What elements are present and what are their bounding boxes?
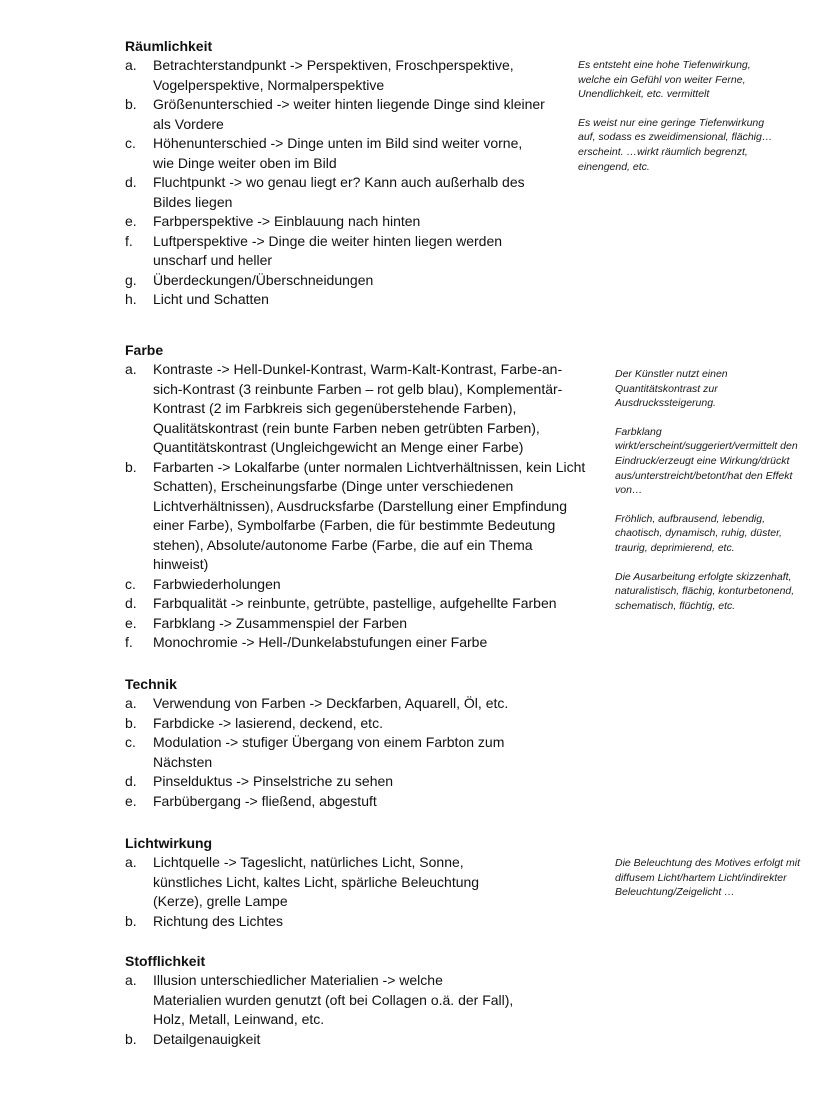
list-item-text: Überdeckungen/Überschneidungen xyxy=(153,271,374,288)
list-marker: d. xyxy=(125,773,137,789)
note-paragraph: Es weist nur eine geringe Tiefenwirkung auf, sodass es zweidimensional, flächig… erscheint. …wirkt räumlich begrenzt, einengend, etc. xyxy=(578,116,773,173)
list-item-text: Detailgenauigkeit xyxy=(153,1030,261,1047)
section-heading: Farbe xyxy=(125,342,164,358)
list-marker: b. xyxy=(125,96,137,112)
section-stofflichkeit xyxy=(125,952,515,1049)
section-heading: Technik xyxy=(125,676,177,692)
list-item-text: Monochromie -> Hell-/Dunkelabstufungen einer Farbe xyxy=(153,634,488,650)
list-marker: d. xyxy=(125,595,137,611)
item-list xyxy=(125,56,545,310)
list-marker: e. xyxy=(125,213,137,229)
list-marker: a. xyxy=(125,972,137,988)
list-marker: b. xyxy=(125,458,137,475)
section-lichtwirkung xyxy=(125,834,505,931)
list-item xyxy=(125,853,505,912)
list-marker: c. xyxy=(125,135,136,151)
list-item xyxy=(125,290,545,310)
list-item xyxy=(125,633,590,653)
list-item xyxy=(125,134,545,173)
list-item-text: Betrachterstandpunkt -> Perspektiven, Froschperspektive, Vogelperspektive, Normalperspektive xyxy=(153,57,514,93)
list-item-text: Licht und Schatten xyxy=(153,291,269,307)
list-item xyxy=(125,714,545,734)
list-item-text: Kontraste -> Hell-Dunkel-Kontrast, Warm-Kalt-Kontrast, Farbe-an-sich-Kontrast (3 reinbunte Farben – rot gelb blau), Komplementär-Kontrast (2 im Farbkreis sich gegenüberstehende Farben), Qualitätskontrast (rein bunte Farben neben getrübten Farben), Quantitätskontrast (Ungleichgewicht an Menge einer Farbe) xyxy=(153,361,563,455)
list-item-text: Farbdicke -> lasierend, deckend, etc. xyxy=(153,714,383,731)
list-item-text: Farbübergang -> fließend, abgestuft xyxy=(153,792,377,809)
list-item xyxy=(125,360,590,458)
section-farbe xyxy=(125,341,590,653)
list-item xyxy=(125,912,505,932)
list-item xyxy=(125,971,515,1030)
note-paragraph: Die Beleuchtung des Motives erfolgt mit diffusem Licht/hartem Licht/indirekter Beleuchtung/Zeigelicht … xyxy=(615,857,801,899)
side-note-farbe xyxy=(615,367,813,627)
list-item xyxy=(125,772,545,792)
list-marker: c. xyxy=(125,575,136,592)
item-list xyxy=(125,360,590,653)
list-item-text: Verwendung von Farben -> Deckfarben, Aquarell, Öl, etc. xyxy=(153,695,509,711)
list-marker: d. xyxy=(125,174,137,190)
item-list xyxy=(125,694,545,811)
list-item xyxy=(125,271,545,291)
note-paragraph: Der Künstler nutzt einen Quantitätskontrast zur Ausdruckssteigerung. xyxy=(615,368,728,410)
list-marker: c. xyxy=(125,734,136,750)
note-paragraph: Es entsteht eine hohe Tiefenwirkung, welche ein Gefühl von weiter Ferne, Unendlichkeit, etc. vermittelt xyxy=(578,59,751,101)
list-item xyxy=(125,232,545,271)
list-item-text: Farbperspektive -> Einblauung nach hinten xyxy=(153,213,421,229)
side-note-lichtwirkung xyxy=(615,856,810,914)
list-item-text: Farbwiederholungen xyxy=(153,575,281,592)
list-marker: e. xyxy=(125,614,137,631)
note-paragraph: Farbklang wirkt/erscheint/suggeriert/vermittelt den Eindruck/erzeugt eine Wirkung/drückt aus/unterstreicht/betont/hat den Effekt von… xyxy=(615,425,798,497)
list-item xyxy=(125,694,545,714)
side-note-raeumlichkeit xyxy=(578,58,778,188)
list-item xyxy=(125,614,590,634)
list-item-text: Farbklang -> Zusammenspiel der Farben xyxy=(153,614,408,631)
list-item-text: Farbqualität -> reinbunte, getrübte, pastellige, aufgehellte Farben xyxy=(153,595,557,611)
note-paragraph: Die Ausarbeitung erfolgte skizzenhaft, naturalistisch, flächig, konturbetonend, schematisch, flüchtig, etc. xyxy=(615,570,795,612)
section-heading: Stofflichkeit xyxy=(125,953,206,969)
list-item xyxy=(125,594,590,614)
list-item-text: Richtung des Lichtes xyxy=(153,912,283,929)
list-item xyxy=(125,792,545,812)
list-marker: a. xyxy=(125,695,137,711)
list-item-text: Modulation -> stufiger Übergang von einem Farbton zum Nächsten xyxy=(153,734,505,770)
note-paragraph: Fröhlich, aufbrausend, lebendig, chaotisch, dynamisch, ruhig, düster, traurig, deprimierend, etc. xyxy=(615,512,782,554)
list-marker: f. xyxy=(125,232,133,249)
list-item-text: Höhenunterschied -> Dinge unten im Bild sind weiter vorne, wie Dinge weiter oben im Bild xyxy=(153,135,523,171)
list-marker: a. xyxy=(125,361,137,377)
list-marker: h. xyxy=(125,291,137,307)
list-marker: b. xyxy=(125,714,137,731)
list-item-text: Lichtquelle -> Tageslicht, natürliches Licht, Sonne, künstliches Licht, kaltes Licht, spärliche Beleuchtung (Kerze), grelle Lampe xyxy=(153,854,480,909)
list-item-text: Größenunterschied -> weiter hinten liegende Dinge sind kleiner als Vordere xyxy=(153,96,545,132)
list-item-text: Pinselduktus -> Pinselstriche zu sehen xyxy=(153,773,394,789)
list-item xyxy=(125,95,545,134)
item-list xyxy=(125,971,515,1049)
list-marker: a. xyxy=(125,854,137,870)
list-item-text: Farbarten -> Lokalfarbe (unter normalen Lichtverhältnissen, kein Licht Schatten), Erscheinungsfarbe (Dinge unter verschiedenen Lichtverhältnissen), Ausdrucksfarbe (Darstellung einer Empfindung einer Farbe), Symbolfarbe (Farben, die für bestimmte Bedeutung stehen), Absolute/autonome Farbe (Farbe, die auf ein Thema hinweist) xyxy=(153,458,586,572)
section-heading: Lichtwirkung xyxy=(125,835,213,851)
item-list xyxy=(125,853,505,931)
list-item-text: Fluchtpunkt -> wo genau liegt er? Kann auch außerhalb des Bildes liegen xyxy=(153,174,525,210)
section-raeumlichkeit xyxy=(125,37,545,310)
list-item xyxy=(125,733,545,772)
list-item-text: Luftperspektive -> Dinge die weiter hinten liegen werden unscharf und heller xyxy=(153,232,503,268)
list-marker: e. xyxy=(125,792,137,809)
list-marker: f. xyxy=(125,634,133,650)
list-item xyxy=(125,173,545,212)
list-item xyxy=(125,212,545,232)
list-item xyxy=(125,458,590,575)
list-item xyxy=(125,575,590,595)
list-marker: a. xyxy=(125,57,137,73)
list-marker: b. xyxy=(125,912,137,929)
list-item-text: Illusion unterschiedlicher Materialien -> welche Materialien wurden genutzt (oft bei Collagen o.ä. der Fall), Holz, Metall, Leinwand, etc. xyxy=(153,972,514,1027)
section-technik xyxy=(125,675,545,811)
list-item xyxy=(125,56,545,95)
section-heading: Räumlichkeit xyxy=(125,38,213,54)
list-item xyxy=(125,1030,515,1050)
list-marker: b. xyxy=(125,1030,137,1047)
list-marker: g. xyxy=(125,271,137,288)
